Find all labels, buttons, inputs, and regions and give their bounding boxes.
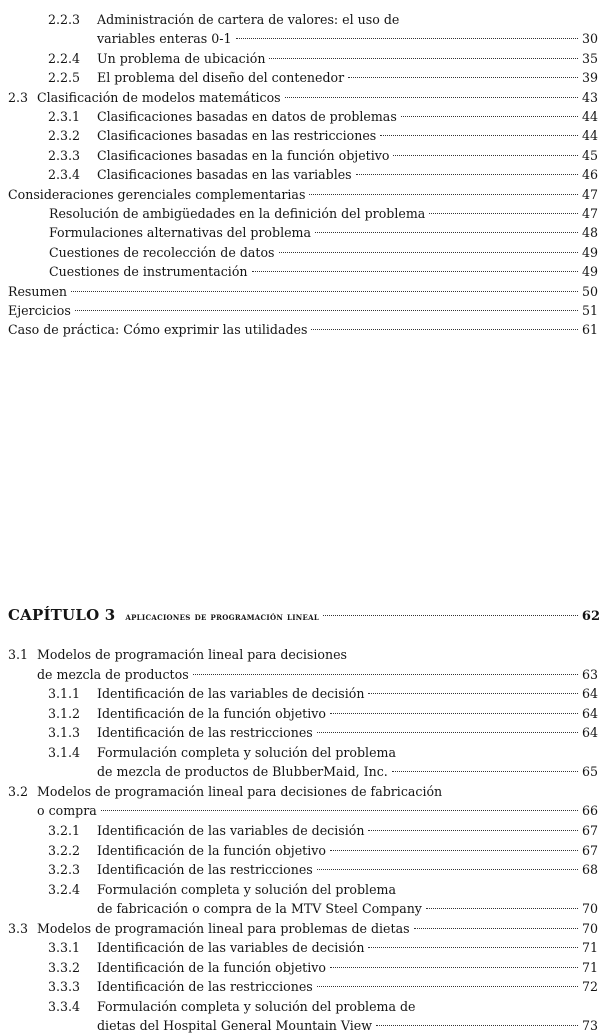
toc-entry-page-number: 47 [581, 206, 598, 221]
toc-entry-number: 3.1 [8, 647, 29, 662]
toc-entry-page-number: 46 [581, 167, 598, 183]
toc-entry-title: Identificación de las restricciones [97, 862, 313, 878]
toc-entry-title: Identificación de las variables de decisión [97, 940, 365, 956]
toc-entry-title: Identificación de la función objetivo [97, 705, 326, 721]
toc-entry-number: 2.3.3 [48, 147, 81, 163]
toc-entry-title: Consideraciones gerenciales complementarias [8, 186, 306, 202]
toc-entry-title: Identificación de las variables de decisión [97, 686, 365, 702]
toc-entry-title: Un problema de ubicación [97, 50, 266, 66]
toc-entry-page-number: 72 [581, 979, 598, 995]
toc-entry-title: Caso de práctica: Cómo exprimir las utilidades [8, 322, 308, 338]
toc-entry-title: Modelos de programación lineal para decisiones [37, 647, 348, 662]
toc-entry-page-number: 73 [581, 1018, 598, 1034]
leader-dots [393, 155, 578, 156]
leader-dots [309, 194, 578, 195]
toc-entry-title: variables enteras 0-1 [97, 31, 232, 47]
toc-entry-page-number: 71 [581, 959, 598, 975]
toc-entry-number: 2.2.4 [48, 50, 81, 66]
leader-dots [330, 713, 578, 714]
toc-entry-page-number: 30 [581, 31, 598, 47]
toc-entry-title: Clasificación de modelos matemáticos [37, 89, 281, 105]
toc-entry-number: 2.3.4 [48, 167, 81, 183]
toc-entry-page-number: 63 [581, 666, 598, 682]
toc-entry-page-number: 49 [581, 244, 598, 260]
toc-entry-title: o compra [37, 803, 97, 819]
toc-entry-page-number: 47 [581, 186, 598, 202]
toc-entry-title: Ejercicios [8, 303, 71, 318]
toc-entry-number: 2.3.2 [48, 128, 81, 144]
leader-dots [356, 174, 578, 175]
leader-dots [392, 771, 578, 772]
leader-dots [279, 252, 578, 253]
toc-entry-page-number: 68 [581, 862, 598, 878]
leader-dots [193, 674, 578, 675]
toc-entry-page-number: 64 [581, 705, 598, 721]
chapter-label: CAPÍTULO 3 [8, 606, 116, 624]
toc-entry-page-number: 65 [581, 764, 598, 780]
leader-dots [317, 732, 578, 733]
leader-dots [71, 291, 578, 292]
toc-entry-title: Identificación de las restricciones [97, 979, 313, 995]
toc-entry-number: 2.2.3 [48, 12, 81, 27]
toc-entry-number: 2.2.5 [48, 70, 81, 86]
toc-entry-number: 3.1.2 [48, 705, 81, 721]
toc-entry-title: Clasificaciones basadas en datos de problemas [97, 109, 397, 124]
leader-dots [368, 693, 578, 694]
toc-entry-number: 3.3.1 [48, 940, 81, 956]
toc-entry-page-number: 64 [581, 725, 598, 741]
leader-dots [376, 1025, 578, 1026]
toc-entry-title: Identificación de las restricciones [97, 725, 313, 741]
leader-dots [323, 615, 578, 616]
toc-entry-number: 3.1.3 [48, 725, 81, 741]
leader-dots [348, 77, 578, 78]
leader-dots [380, 135, 578, 136]
leader-dots [75, 310, 578, 311]
leader-dots [269, 58, 578, 59]
toc-entry-title: Resolución de ambigüedades en la definición del problema [49, 206, 426, 221]
toc-entry-page-number: 67 [581, 842, 598, 858]
toc-entry-page-number: 43 [581, 89, 598, 105]
toc-entry-page-number: 39 [581, 70, 598, 86]
leader-dots [368, 830, 578, 831]
toc-entry-page-number: 66 [581, 803, 598, 819]
toc-entry-title: Modelos de programación lineal para problemas de dietas [37, 920, 410, 936]
toc-entry-number: 2.3 [8, 89, 29, 105]
toc-entry-title: Identificación de la función objetivo [97, 959, 326, 975]
toc-entry-page-number: 48 [581, 225, 598, 241]
leader-dots [368, 947, 578, 948]
leader-dots [429, 213, 578, 214]
toc-entry-title: Formulación completa y solución del problema [97, 744, 396, 760]
toc-entry-page-number: 71 [581, 940, 598, 956]
toc-entry-number: 3.3 [8, 920, 29, 936]
toc-entry-number: 3.3.4 [48, 998, 81, 1014]
toc-entry-page-number: 45 [581, 147, 598, 163]
toc-entry-title: Resumen [8, 283, 68, 299]
toc-entry-page-number: 49 [581, 264, 598, 280]
leader-dots [317, 986, 578, 987]
toc-entry-page-number: 44 [581, 128, 598, 144]
toc-entry-page-number: 50 [581, 283, 598, 299]
leader-dots [315, 232, 578, 233]
chapter-page-number: 62 [581, 609, 600, 624]
toc-entry-title: Identificación de la función objetivo [97, 842, 326, 858]
toc-entry-page-number: 61 [581, 322, 598, 338]
toc-entry-title: de mezcla de productos de BlubberMaid, Inc. [97, 764, 388, 780]
toc-entry-number: 3.1.1 [48, 686, 81, 702]
toc-entry-title: Formulación completa y solución del problema de [97, 998, 416, 1014]
toc-entry-page-number: 51 [581, 303, 598, 318]
toc-entry-title: Cuestiones de recolección de datos [49, 244, 275, 260]
toc-entry-title: Formulación completa y solución del problema [97, 881, 396, 897]
chapter-title: aplicaciones de programación lineal [125, 611, 320, 623]
leader-dots [330, 850, 578, 851]
leader-dots [236, 38, 578, 39]
toc-entry-number: 3.2 [8, 783, 29, 799]
toc-entry-page-number: 70 [581, 920, 598, 936]
leader-dots [101, 810, 578, 811]
toc-entry-title: de mezcla de productos [37, 666, 189, 682]
toc-entry-page-number: 44 [581, 109, 598, 124]
toc-entry-title: Administración de cartera de valores: el uso de [97, 12, 400, 27]
leader-dots [401, 116, 578, 117]
toc-entry-title: Clasificaciones basadas en la función objetivo [97, 147, 390, 163]
leader-dots [317, 869, 578, 870]
toc-entry-title: Formulaciones alternativas del problema [49, 225, 312, 241]
toc-entry-title: El problema del diseño del contenedor [97, 70, 345, 86]
toc-entry-number: 3.1.4 [48, 744, 81, 760]
toc-entry-page-number: 70 [581, 901, 598, 917]
leader-dots [285, 97, 578, 98]
leader-dots [311, 329, 578, 330]
toc-entry-title: Identificación de las variables de decisión [97, 822, 365, 838]
toc-entry-title: Cuestiones de instrumentación [49, 264, 248, 280]
leader-dots [330, 967, 578, 968]
toc-entry-title: Clasificaciones basadas en las restricciones [97, 128, 377, 144]
leader-dots [414, 928, 578, 929]
toc-entry-page-number: 64 [581, 686, 598, 702]
leader-dots [252, 271, 578, 272]
toc-entry-title: de fabricación o compra de la MTV Steel Company [97, 901, 422, 917]
toc-entry-title: Modelos de programación lineal para decisiones de fabricación [37, 783, 443, 799]
toc-entry-number: 3.2.1 [48, 822, 81, 838]
leader-dots [426, 908, 578, 909]
chapter-3-heading[interactable] [8, 606, 600, 624]
toc-entry-number: 3.2.3 [48, 862, 81, 878]
toc-entry-title: dietas del Hospital General Mountain View [97, 1018, 373, 1034]
toc-entry-page-number: 35 [581, 50, 598, 66]
toc-entry-page-number: 67 [581, 822, 598, 838]
toc-entry-number: 3.3.2 [48, 959, 81, 975]
toc-entry-number: 3.2.2 [48, 842, 81, 858]
toc-entry-number: 3.3.3 [48, 979, 81, 995]
toc-entry-number: 2.3.1 [48, 109, 81, 124]
toc-entry-number: 3.2.4 [48, 881, 81, 897]
toc-entry-title: Clasificaciones basadas en las variables [97, 167, 352, 183]
